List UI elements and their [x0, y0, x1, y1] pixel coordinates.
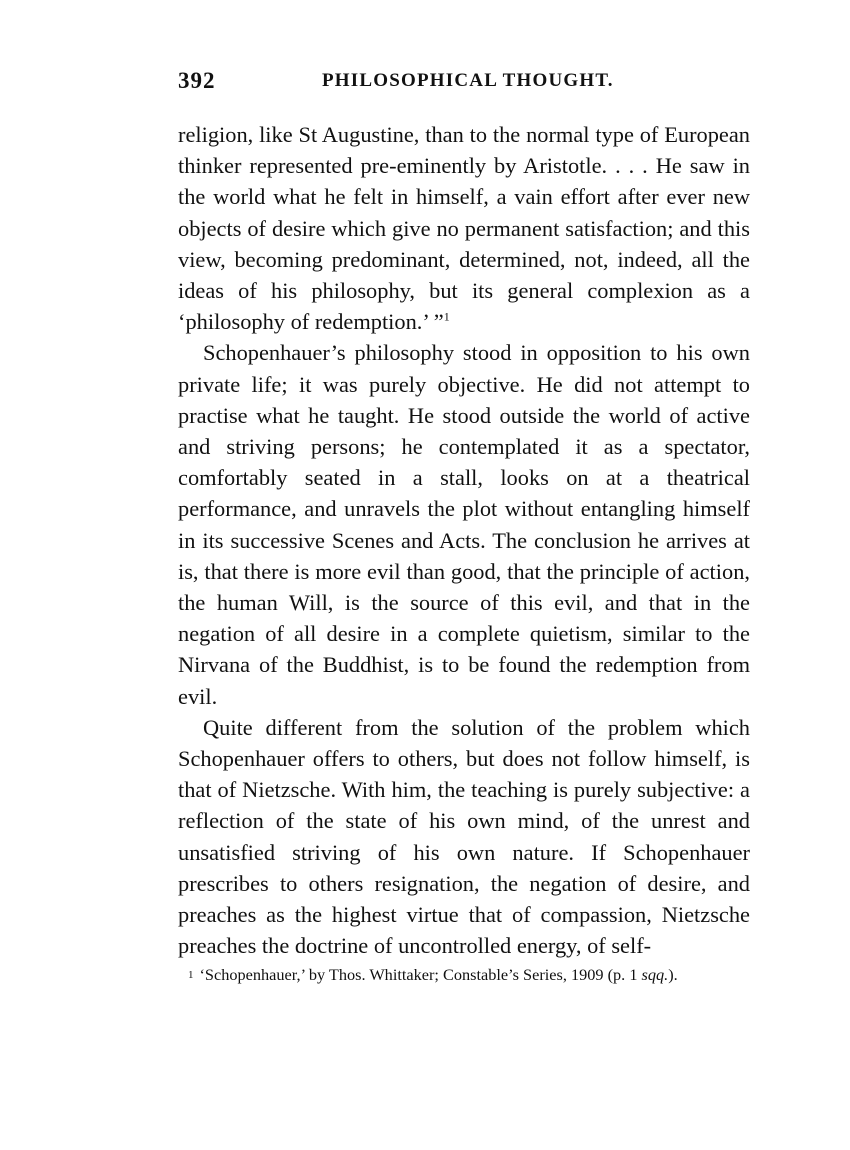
book-page	[178, 58, 750, 985]
paragraph-2: Schopenhauer’s philosophy stood in opposition to his own private life; it was purely objective. He did not attempt to practise what he taught. He stood outside the world of active and striving persons; he contemplated it as a spectator, comfortably seated in a stall, looks on at a theatrical performance, and unravels the plot without entangling himself in its successive Scenes and Acts. The conclusion he arrives at is, that there is more evil than good, that the principle of action, the human Will, is the source of this evil, and that in the negation of all desire in a complete quietism, similar to the Nirvana of the Buddhist, is to be found the redemption from evil.	[178, 340, 750, 709]
paragraph-1	[178, 119, 750, 337]
footnote-reference: 1	[443, 309, 450, 324]
footnote-text: ‘Schopenhauer,’ by Thos. Whittaker; Constable’s Series, 1909 (p. 1	[199, 965, 642, 985]
running-head	[178, 58, 750, 98]
paragraph-1-text: religion, like St Augustine, than to the normal type of European thinker represented pre-eminently by Aristotle. . . . He saw in the world what he felt in himself, a vain effort after ever new objects of desire which give no permanent satisfaction; and this view, becoming predominant, determined, not, indeed, all the ideas of his philosophy, but its general complexion as a ‘philosophy of redemption.’ ”	[178, 122, 750, 335]
footnote-end: ).	[668, 965, 678, 985]
paragraph-3: Quite different from the solution of the problem which Schopenhauer offers to others, but does not follow himself, is that of Nietzsche. With him, the teaching is purely subjective: a reflection of the state of his own mind, of the unrest and unsatisfied striving of his own nature. If Schopenhauer prescribes to others resignation, the negation of desire, and preaches as the highest virtue that of compassion, Nietzsche preaches the doctrine of uncontrolled energy, of self-	[178, 714, 750, 959]
running-title: PHILOSOPHICAL THOUGHT.	[322, 70, 614, 91]
footnote	[178, 965, 750, 985]
page-number: 392	[178, 68, 216, 93]
footnote-mark: 1	[188, 969, 194, 982]
footnote-italic: sqq.	[641, 965, 669, 985]
body-text	[178, 119, 750, 961]
